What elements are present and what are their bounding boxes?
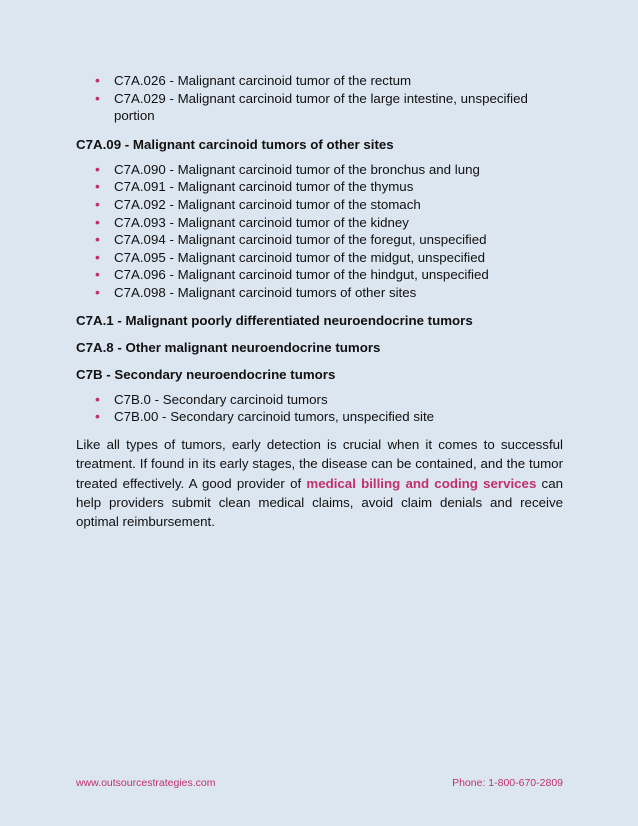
page-footer <box>76 777 563 789</box>
list-item: • C7A.092 - Malignant carcinoid tumor of the stomach <box>95 195 421 212</box>
code-description: Malignant carcinoid tumor of the large intestine, unspecified portion <box>114 90 528 124</box>
code-description: Malignant carcinoid tumor of the bronchus and lung <box>177 161 480 177</box>
bullet-icon: • <box>95 213 100 230</box>
code: C7A.094 <box>114 232 166 248</box>
section-heading: C7A.09 - Malignant carcinoid tumors of other sites <box>76 136 394 152</box>
bullet-icon: • <box>95 390 100 407</box>
section-heading: C7A.8 - Other malignant neuroendocrine tumors <box>76 339 381 355</box>
bullet-icon: • <box>95 266 100 283</box>
list-item: • C7A.093 - Malignant carcinoid tumor of the kidney <box>95 213 409 230</box>
list-item: • C7A.094 - Malignant carcinoid tumor of the foregut, unspecified <box>95 231 487 248</box>
closing-paragraph <box>76 435 563 532</box>
code-description: Malignant carcinoid tumor of the kidney <box>177 214 409 230</box>
code: C7A.091 <box>114 179 166 195</box>
code: C7A.029 <box>114 90 166 106</box>
c7b-code-list <box>76 391 563 426</box>
bullet-icon: • <box>95 231 100 248</box>
code: C7A.092 <box>114 196 166 212</box>
code: C7A.098 <box>114 284 166 300</box>
code-description: Malignant carcinoid tumor of the foregut, unspecified <box>177 232 487 248</box>
bullet-icon: • <box>95 178 100 195</box>
list-item: • C7A.090 - Malignant carcinoid tumor of the bronchus and lung <box>95 160 480 177</box>
code: C7B.0 <box>114 391 151 407</box>
code-description: Malignant carcinoid tumor of the hindgut, unspecified <box>177 267 489 283</box>
code: C7A.093 <box>114 214 166 230</box>
code: C7A.095 <box>114 249 166 265</box>
code-description: Secondary carcinoid tumors, unspecified site <box>170 409 435 425</box>
bullet-icon: • <box>95 72 100 88</box>
code-description: Malignant carcinoid tumors of other sites <box>177 284 417 300</box>
list-item: • C7A.029 - Malignant carcinoid tumor of the large intestine, unspecified portion <box>95 89 528 124</box>
section-heading: C7B - Secondary neuroendocrine tumors <box>76 366 336 382</box>
c7a09-code-list <box>76 161 563 302</box>
bullet-icon: • <box>95 248 100 265</box>
code-description: Malignant carcinoid tumor of the rectum <box>177 73 412 88</box>
website-link[interactable]: www.outsourcestrategies.com <box>76 777 216 789</box>
paragraph-text: Like all types of tumors, early detection is crucial when it comes to successful treatment. If found in its early stages, the disease can be contained, and the tumor treated effectively. A good provider of <box>76 436 563 491</box>
code: C7A.090 <box>114 161 166 177</box>
code-description: Malignant carcinoid tumor of the midgut, unspecified <box>177 249 486 265</box>
list-item: • C7A.091 - Malignant carcinoid tumor of the thymus <box>95 178 414 195</box>
top-code-list <box>76 72 563 125</box>
bullet-icon: • <box>95 89 100 106</box>
code: C7A.096 <box>114 267 166 283</box>
code-description: Malignant carcinoid tumor of the thymus <box>177 179 414 195</box>
list-item: • C7A.026 - Malignant carcinoid tumor of the rectum <box>95 72 412 88</box>
paragraph-text: can help providers submit clean medical claims, avoid claim denials and receive optimal reimbursement. <box>76 475 563 530</box>
bullet-icon: • <box>95 408 100 425</box>
document-body <box>76 72 563 532</box>
code-description: Malignant carcinoid tumor of the stomach <box>177 196 421 212</box>
phone-number: Phone: 1-800-670-2809 <box>452 777 563 789</box>
bullet-icon: • <box>95 195 100 212</box>
list-item: • C7A.098 - Malignant carcinoid tumors of other sites <box>95 283 417 300</box>
bullet-icon: • <box>95 283 100 300</box>
list-item: • C7A.095 - Malignant carcinoid tumor of the midgut, unspecified <box>95 248 486 265</box>
section-heading: C7A.1 - Malignant poorly differentiated neuroendocrine tumors <box>76 312 473 328</box>
bullet-icon: • <box>95 160 100 177</box>
list-item: • C7B.00 - Secondary carcinoid tumors, unspecified site <box>95 408 435 425</box>
list-item: • C7B.0 - Secondary carcinoid tumors <box>95 390 328 407</box>
code: C7B.00 <box>114 409 159 425</box>
code-description: Secondary carcinoid tumors <box>162 391 328 407</box>
list-item: • C7A.096 - Malignant carcinoid tumor of the hindgut, unspecified <box>95 266 489 283</box>
medical-billing-link[interactable]: medical billing and coding services <box>306 475 537 491</box>
code: C7A.026 <box>114 73 166 88</box>
